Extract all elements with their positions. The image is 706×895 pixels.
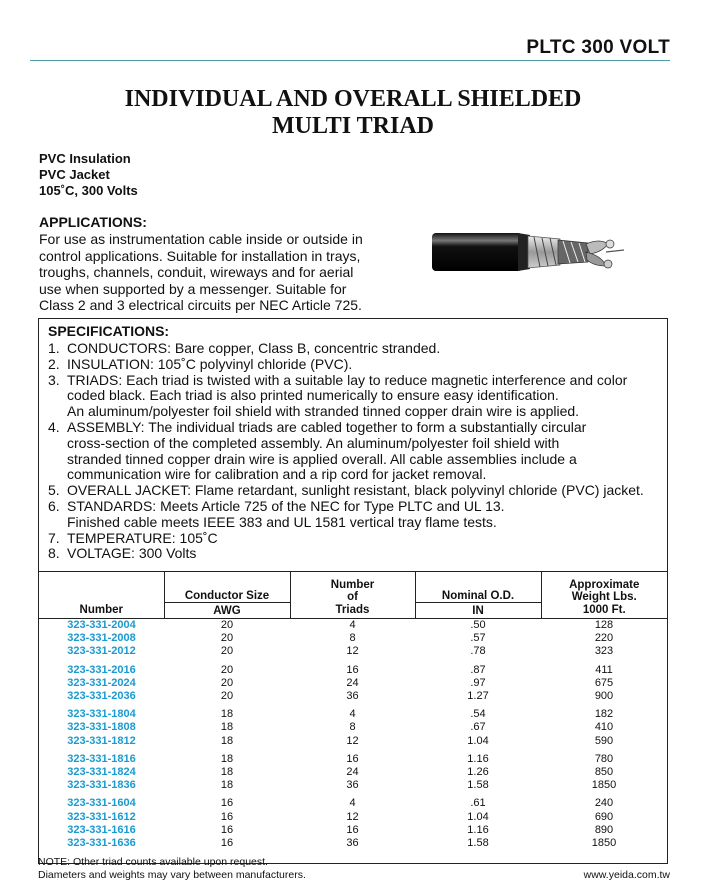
- product-table-body: [39, 619, 667, 851]
- weight-value: 220: [594, 632, 614, 645]
- note-line: Diameters and weights may vary between manufacturers.: [38, 869, 306, 881]
- spec-text: coded black. Each triad is also printed numerically to ensure easy identification.: [67, 387, 559, 404]
- table-row: [39, 810, 667, 823]
- weight-value: 128: [594, 619, 614, 632]
- triads-value: 16: [346, 752, 359, 765]
- applications-line: Class 2 and 3 electrical circuits per NEC Article 725.: [39, 297, 362, 313]
- spec-text: STANDARDS: Meets Article 725 of the NEC for Type PLTC and UL 13.: [67, 497, 505, 514]
- awg-value: 16: [220, 810, 234, 823]
- triads-value: 4: [349, 797, 356, 810]
- column-header-triads: [290, 572, 415, 619]
- od-value: 1.16: [467, 752, 489, 765]
- spec-text: TEMPERATURE: 105˚C: [67, 529, 218, 546]
- triads-value: 36: [346, 779, 359, 792]
- table-row: [39, 779, 667, 792]
- title-line-2: MULTI TRIAD: [271, 113, 435, 139]
- applications-line: control applications. Suitable for installation in trays,: [39, 247, 361, 264]
- awg-value: 18: [220, 708, 234, 721]
- product-line-header: PLTC 300 VOLT: [526, 37, 670, 58]
- product-table: [39, 571, 667, 850]
- spec-text: Finished cable meets IEEE 383 and UL 1581 vertical tray flame tests.: [67, 513, 497, 530]
- spec-text: communication wire for calibration and a rip cord for jacket removal.: [67, 466, 487, 483]
- od-value: 1.16: [467, 823, 489, 836]
- od-value: .57: [470, 632, 486, 645]
- spec-text: stranded tinned copper drain wire is applied overall. All cable assemblies include a: [67, 450, 577, 467]
- product-table-wrapper: [39, 571, 667, 850]
- weight-value: 690: [594, 810, 614, 823]
- spec-number: 3.: [48, 371, 60, 388]
- table-row: [39, 690, 667, 703]
- column-header-nominal-od: Nominal O.D.: [415, 572, 541, 603]
- part-number: 323-331-1816: [67, 752, 136, 765]
- weight-value: 675: [594, 676, 614, 689]
- triads-value: 8: [349, 632, 356, 645]
- awg-value: 20: [220, 663, 234, 676]
- spec-text: CONDUCTORS: Bare copper, Class B, concentric stranded.: [67, 340, 441, 356]
- applications-text: [39, 231, 394, 314]
- od-value: 1.04: [467, 734, 489, 747]
- od-value: 1.27: [467, 690, 489, 703]
- awg-value: 18: [220, 765, 234, 778]
- od-value: 1.04: [467, 810, 489, 823]
- column-header-awg: AWG: [164, 603, 290, 619]
- od-value: 1.58: [467, 836, 489, 849]
- part-number: 323-331-1812: [67, 734, 136, 747]
- spec-item-conductors: [48, 341, 663, 357]
- cable-illustration: [430, 222, 655, 282]
- part-number: 323-331-1636: [67, 836, 136, 849]
- spec-text: VOLTAGE: 300 Volts: [67, 545, 197, 562]
- spec-item-assembly: [48, 420, 663, 436]
- applications-line: For use as instrumentation cable inside or outside in: [39, 231, 363, 247]
- column-header-in: IN: [415, 603, 541, 619]
- spec-number: 7.: [48, 529, 60, 546]
- awg-value: 16: [220, 823, 234, 836]
- header-rule: [30, 60, 670, 61]
- spec-text: TRIADS: Each triad is twisted with a suitable lay to reduce magnetic interference and color: [67, 371, 628, 388]
- weight-value: 410: [594, 721, 614, 734]
- weight-value: 411: [595, 663, 613, 676]
- column-header-conductor-size: Conductor Size: [164, 572, 290, 603]
- awg-value: 20: [220, 645, 234, 658]
- od-value: .50: [470, 619, 486, 632]
- part-number: 323-331-1808: [67, 721, 136, 734]
- awg-value: 18: [220, 734, 234, 747]
- spec-text: OVERALL JACKET: Flame retardant, sunlight resistant, black polyvinyl chloride (PVC) jacket.: [67, 482, 644, 499]
- weight-value: 240: [594, 797, 614, 810]
- od-value: 1.58: [467, 779, 489, 792]
- spec-number: 4.: [48, 418, 60, 435]
- spec-item-triads: [48, 373, 663, 389]
- table-row: [39, 659, 667, 677]
- spec-text: An aluminum/polyester foil shield with stranded tinned copper drain wire is applied.: [67, 403, 580, 420]
- awg-value: 20: [220, 619, 234, 632]
- spec-text: ASSEMBLY: The individual triads are cabled together to form a substantially circular: [67, 418, 587, 435]
- od-value: .78: [470, 645, 486, 658]
- website-url: www.yeida.com.tw: [583, 869, 670, 881]
- column-header-weight: [541, 572, 667, 619]
- spec-number: 2.: [48, 355, 60, 372]
- note-line: NOTE: Other triad counts available upon request.: [38, 856, 268, 868]
- table-row: [39, 824, 667, 837]
- triads-value: 24: [346, 765, 359, 778]
- part-number: 323-331-2004: [67, 619, 136, 632]
- part-number: 323-331-2016: [67, 663, 136, 676]
- table-row: [39, 619, 667, 633]
- awg-value: 18: [220, 721, 234, 734]
- spec-number: 5.: [48, 482, 60, 499]
- weight-value: 900: [594, 690, 614, 703]
- triads-value: 36: [346, 690, 359, 703]
- od-value: .97: [470, 676, 486, 689]
- part-number: 323-331-2024: [67, 676, 136, 689]
- property-rating: 105˚C, 300 Volts: [39, 183, 138, 198]
- part-number: 323-331-1616: [67, 823, 136, 836]
- part-number: 323-331-1824: [67, 765, 136, 778]
- specifications-heading: SPECIFICATIONS:: [48, 323, 170, 339]
- weight-value: 323: [594, 645, 614, 658]
- od-value: 1.26: [467, 765, 489, 778]
- od-value: .67: [470, 721, 486, 734]
- title-line-1: INDIVIDUAL AND OVERALL SHIELDED: [124, 86, 582, 112]
- spec-text: INSULATION: 105˚C polyvinyl chloride (PVC).: [67, 355, 353, 372]
- header-text: 1000 Ft.: [582, 603, 626, 616]
- part-number: 323-331-1604: [67, 797, 136, 810]
- column-header-number: Number: [39, 572, 164, 619]
- specifications-list: [48, 341, 663, 562]
- header-text: Approximate: [569, 578, 640, 591]
- header-text: Weight Lbs.: [571, 591, 637, 603]
- weight-value: 182: [594, 708, 614, 721]
- triads-value: 24: [346, 676, 359, 689]
- spec-item-standards: [48, 499, 663, 515]
- triads-value: 36: [346, 836, 359, 849]
- property-jacket: PVC Jacket: [39, 167, 110, 182]
- header-text: Number: [330, 578, 375, 591]
- table-row: [39, 837, 667, 850]
- table-row: [39, 632, 667, 645]
- applications-heading: APPLICATIONS:: [39, 214, 147, 230]
- table-row: [39, 766, 667, 779]
- spec-item-insulation: [48, 357, 663, 373]
- part-number: 323-331-1612: [67, 810, 136, 823]
- weight-value: 850: [594, 765, 614, 778]
- specifications-box: [38, 318, 668, 864]
- cable-properties: [39, 151, 138, 199]
- part-number: 323-331-2036: [67, 690, 136, 703]
- spec-number: 8.: [48, 545, 60, 562]
- triads-value: 16: [346, 823, 359, 836]
- table-row: [39, 645, 667, 658]
- weight-value: 1850: [591, 836, 617, 849]
- table-row: [39, 677, 667, 690]
- table-row: [39, 721, 667, 734]
- awg-value: 18: [220, 779, 234, 792]
- triads-value: 4: [349, 619, 356, 632]
- triads-value: 16: [346, 663, 359, 676]
- table-row: [39, 748, 667, 766]
- spec-item-voltage: [48, 546, 663, 562]
- weight-value: 1850: [591, 779, 617, 792]
- header-text: Triads: [335, 603, 370, 616]
- awg-value: 20: [220, 690, 234, 703]
- spec-item-overall-jacket: [48, 483, 663, 499]
- part-number: 323-331-2008: [67, 632, 136, 645]
- triads-value: 12: [346, 734, 359, 747]
- spec-number: 1.: [48, 340, 60, 356]
- spec-text: cross-section of the completed assembly. An aluminum/polyester foil shield with: [67, 434, 560, 451]
- header-text: of: [347, 591, 358, 603]
- triads-value: 12: [346, 810, 359, 823]
- triads-value: 4: [349, 708, 356, 721]
- table-header-row: [39, 572, 667, 603]
- property-insulation: PVC Insulation: [39, 151, 131, 166]
- part-number: 323-331-2012: [67, 645, 136, 658]
- od-value: .61: [470, 797, 486, 810]
- triads-value: 8: [349, 721, 356, 734]
- table-row: [39, 735, 667, 748]
- applications-line: troughs, channels, conduit, wireways and for aerial: [39, 264, 354, 280]
- spec-number: 6.: [48, 497, 60, 514]
- weight-value: 590: [594, 734, 614, 747]
- applications-line: use when supported by a messenger. Suitable for: [39, 280, 347, 297]
- footer-notes: [38, 856, 306, 882]
- spec-item-temperature: [48, 531, 663, 547]
- awg-value: 20: [220, 676, 234, 689]
- od-value: .54: [470, 708, 486, 721]
- weight-value: 890: [594, 823, 614, 836]
- od-value: .87: [470, 663, 486, 676]
- awg-value: 18: [220, 752, 234, 765]
- part-number: 323-331-1804: [67, 708, 136, 721]
- page-title: [0, 86, 706, 140]
- awg-value: 16: [220, 797, 234, 810]
- table-row: [39, 703, 667, 721]
- table-row: [39, 792, 667, 810]
- part-number: 323-331-1836: [67, 779, 136, 792]
- weight-value: 780: [594, 752, 614, 765]
- triads-value: 12: [346, 645, 359, 658]
- awg-value: 16: [220, 836, 234, 849]
- awg-value: 20: [220, 632, 234, 645]
